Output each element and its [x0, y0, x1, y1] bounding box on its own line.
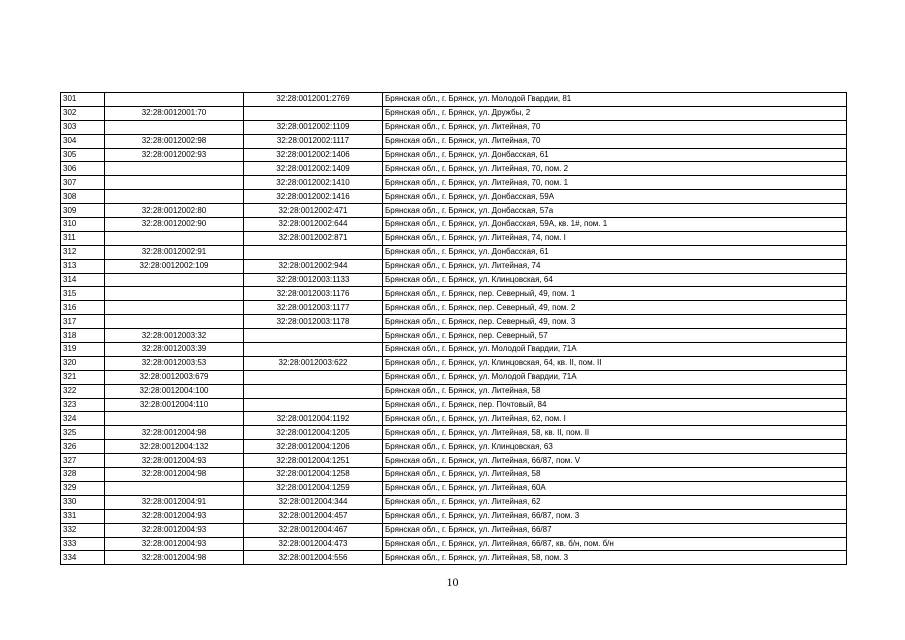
- address-cell: Брянская обл., г. Брянск, ул. Литейная, 60А: [383, 481, 847, 495]
- object-cadastral-number-cell: 32:28:0012003:1176: [244, 287, 383, 301]
- row-number-cell: 331: [61, 509, 105, 523]
- object-cadastral-number-cell: [244, 245, 383, 259]
- address-cell: Брянская обл., г. Брянск, ул. Литейная, 74: [383, 259, 847, 273]
- row-number-cell: 301: [61, 93, 105, 107]
- object-cadastral-number-cell: 32:28:0012003:622: [244, 356, 383, 370]
- object-cadastral-number-cell: 32:28:0012004:1259: [244, 481, 383, 495]
- address-cell: Брянская обл., г. Брянск, ул. Литейная, 58, кв. II, пом. II: [383, 426, 847, 440]
- object-cadastral-number-cell: 32:28:0012004:1206: [244, 440, 383, 454]
- land-cadastral-number-cell: [105, 162, 244, 176]
- table-row: [61, 481, 847, 495]
- table-row: [61, 523, 847, 537]
- address-cell: Брянская обл., г. Брянск, ул. Литейная, 62: [383, 495, 847, 509]
- land-cadastral-number-cell: 32:28:0012002:91: [105, 245, 244, 259]
- row-number-cell: 315: [61, 287, 105, 301]
- row-number-cell: 324: [61, 412, 105, 426]
- row-number-cell: 311: [61, 231, 105, 245]
- row-number-cell: 325: [61, 426, 105, 440]
- table-row: [61, 329, 847, 343]
- row-number-cell: 330: [61, 495, 105, 509]
- row-number-cell: 307: [61, 176, 105, 190]
- row-number-cell: 332: [61, 523, 105, 537]
- address-cell: Брянская обл., г. Брянск, ул. Литейная, 70: [383, 120, 847, 134]
- table-row: [61, 176, 847, 190]
- address-cell: Брянская обл., г. Брянск, ул. Молодой Гвардии, 71А: [383, 370, 847, 384]
- table-row: [61, 106, 847, 120]
- address-cell: Брянская обл., г. Брянск, ул. Донбасская, 59А: [383, 190, 847, 204]
- row-number-cell: 304: [61, 134, 105, 148]
- address-cell: Брянская обл., г. Брянск, ул. Литейная, 62, пом. I: [383, 412, 847, 426]
- address-cell: Брянская обл., г. Брянск, ул. Молодой Гвардии, 81: [383, 93, 847, 107]
- object-cadastral-number-cell: 32:28:0012002:944: [244, 259, 383, 273]
- land-cadastral-number-cell: 32:28:0012004:98: [105, 551, 244, 565]
- table-row: [61, 412, 847, 426]
- table-row: [61, 440, 847, 454]
- table-row: [61, 204, 847, 218]
- land-cadastral-number-cell: [105, 120, 244, 134]
- table-row: [61, 495, 847, 509]
- row-number-cell: 312: [61, 245, 105, 259]
- address-cell: Брянская обл., г. Брянск, ул. Клинцовская, 64: [383, 273, 847, 287]
- row-number-cell: 320: [61, 356, 105, 370]
- row-number-cell: 333: [61, 537, 105, 551]
- row-number-cell: 328: [61, 468, 105, 482]
- object-cadastral-number-cell: [244, 384, 383, 398]
- object-cadastral-number-cell: 32:28:0012002:1409: [244, 162, 383, 176]
- table-row: [61, 315, 847, 329]
- object-cadastral-number-cell: 32:28:0012003:1178: [244, 315, 383, 329]
- land-cadastral-number-cell: 32:28:0012004:93: [105, 454, 244, 468]
- land-cadastral-number-cell: 32:28:0012003:679: [105, 370, 244, 384]
- land-cadastral-number-cell: [105, 301, 244, 315]
- land-cadastral-number-cell: 32:28:0012004:110: [105, 398, 244, 412]
- land-cadastral-number-cell: [105, 287, 244, 301]
- land-cadastral-number-cell: 32:28:0012002:98: [105, 134, 244, 148]
- table-row: [61, 537, 847, 551]
- table-row: [61, 287, 847, 301]
- table-row: [61, 259, 847, 273]
- object-cadastral-number-cell: [244, 398, 383, 412]
- land-cadastral-number-cell: 32:28:0012003:53: [105, 356, 244, 370]
- object-cadastral-number-cell: 32:28:0012002:1109: [244, 120, 383, 134]
- row-number-cell: 316: [61, 301, 105, 315]
- land-cadastral-number-cell: [105, 176, 244, 190]
- address-cell: Брянская обл., г. Брянск, ул. Молодой Гвардии, 71А: [383, 343, 847, 357]
- address-cell: Брянская обл., г. Брянск, ул. Донбасская, 57а: [383, 204, 847, 218]
- table-row: [61, 551, 847, 565]
- row-number-cell: 334: [61, 551, 105, 565]
- object-cadastral-number-cell: 32:28:0012004:344: [244, 495, 383, 509]
- address-cell: Брянская обл., г. Брянск, ул. Литейная, 58, пом. 3: [383, 551, 847, 565]
- address-cell: Брянская обл., г. Брянск, пер. Северный, 49, пом. 1: [383, 287, 847, 301]
- row-number-cell: 310: [61, 218, 105, 232]
- row-number-cell: 308: [61, 190, 105, 204]
- object-cadastral-number-cell: 32:28:0012001:2769: [244, 93, 383, 107]
- land-cadastral-number-cell: 32:28:0012004:93: [105, 509, 244, 523]
- row-number-cell: 319: [61, 343, 105, 357]
- land-cadastral-number-cell: 32:28:0012002:109: [105, 259, 244, 273]
- address-cell: Брянская обл., г. Брянск, ул. Литейная, 74, пом. I: [383, 231, 847, 245]
- address-cell: Брянская обл., г. Брянск, ул. Литейная, 66/87, пом. 3: [383, 509, 847, 523]
- land-cadastral-number-cell: [105, 412, 244, 426]
- address-cell: Брянская обл., г. Брянск, ул. Клинцовская, 63: [383, 440, 847, 454]
- object-cadastral-number-cell: 32:28:0012004:1192: [244, 412, 383, 426]
- address-cell: Брянская обл., г. Брянск, ул. Донбасская, 59А, кв. 1#, пом. 1: [383, 218, 847, 232]
- object-cadastral-number-cell: 32:28:0012002:1410: [244, 176, 383, 190]
- land-cadastral-number-cell: [105, 315, 244, 329]
- object-cadastral-number-cell: [244, 106, 383, 120]
- address-cell: Брянская обл., г. Брянск, ул. Литейная, 70: [383, 134, 847, 148]
- table-row: [61, 245, 847, 259]
- row-number-cell: 323: [61, 398, 105, 412]
- land-cadastral-number-cell: 32:28:0012002:90: [105, 218, 244, 232]
- land-cadastral-number-cell: [105, 481, 244, 495]
- row-number-cell: 326: [61, 440, 105, 454]
- row-number-cell: 303: [61, 120, 105, 134]
- land-cadastral-number-cell: 32:28:0012003:32: [105, 329, 244, 343]
- object-cadastral-number-cell: 32:28:0012002:1416: [244, 190, 383, 204]
- land-cadastral-number-cell: 32:28:0012004:98: [105, 426, 244, 440]
- table-row: [61, 162, 847, 176]
- object-cadastral-number-cell: 32:28:0012002:871: [244, 231, 383, 245]
- object-cadastral-number-cell: 32:28:0012004:1205: [244, 426, 383, 440]
- object-cadastral-number-cell: [244, 329, 383, 343]
- object-cadastral-number-cell: 32:28:0012004:556: [244, 551, 383, 565]
- address-cell: Брянская обл., г. Брянск, пер. Северный, 57: [383, 329, 847, 343]
- table-row: [61, 356, 847, 370]
- address-cell: Брянская обл., г. Брянск, ул. Литейная, 66/87: [383, 523, 847, 537]
- table-row: [61, 343, 847, 357]
- land-cadastral-number-cell: 32:28:0012002:93: [105, 148, 244, 162]
- land-cadastral-number-cell: [105, 190, 244, 204]
- table-row: [61, 148, 847, 162]
- property-table: [60, 92, 847, 565]
- table-row: [61, 93, 847, 107]
- row-number-cell: 318: [61, 329, 105, 343]
- row-number-cell: 309: [61, 204, 105, 218]
- table-row: [61, 231, 847, 245]
- land-cadastral-number-cell: [105, 93, 244, 107]
- row-number-cell: 306: [61, 162, 105, 176]
- land-cadastral-number-cell: 32:28:0012004:93: [105, 537, 244, 551]
- row-number-cell: 322: [61, 384, 105, 398]
- table-row: [61, 454, 847, 468]
- address-cell: Брянская обл., г. Брянск, ул. Донбасская, 61: [383, 245, 847, 259]
- table-row: [61, 468, 847, 482]
- address-cell: Брянская обл., г. Брянск, ул. Донбасская, 61: [383, 148, 847, 162]
- row-number-cell: 302: [61, 106, 105, 120]
- address-cell: Брянская обл., г. Брянск, ул. Дружбы, 2: [383, 106, 847, 120]
- table-row: [61, 218, 847, 232]
- table-row: [61, 509, 847, 523]
- object-cadastral-number-cell: 32:28:0012004:467: [244, 523, 383, 537]
- table-row: [61, 120, 847, 134]
- object-cadastral-number-cell: 32:28:0012003:1177: [244, 301, 383, 315]
- object-cadastral-number-cell: 32:28:0012002:644: [244, 218, 383, 232]
- row-number-cell: 321: [61, 370, 105, 384]
- address-cell: Брянская обл., г. Брянск, ул. Литейная, 66/87, пом. V: [383, 454, 847, 468]
- table-row: [61, 190, 847, 204]
- object-cadastral-number-cell: 32:28:0012003:1133: [244, 273, 383, 287]
- address-cell: Брянская обл., г. Брянск, ул. Литейная, 66/87, кв. б/н, пом. б/н: [383, 537, 847, 551]
- address-cell: Брянская обл., г. Брянск, ул. Литейная, 70, пом. 1: [383, 176, 847, 190]
- table-row: [61, 426, 847, 440]
- land-cadastral-number-cell: 32:28:0012004:93: [105, 523, 244, 537]
- object-cadastral-number-cell: 32:28:0012002:471: [244, 204, 383, 218]
- table-row: [61, 398, 847, 412]
- table-body: [61, 93, 847, 565]
- land-cadastral-number-cell: 32:28:0012002:80: [105, 204, 244, 218]
- object-cadastral-number-cell: [244, 343, 383, 357]
- row-number-cell: 329: [61, 481, 105, 495]
- page-number: 10: [446, 575, 459, 589]
- land-cadastral-number-cell: 32:28:0012004:132: [105, 440, 244, 454]
- object-cadastral-number-cell: 32:28:0012004:1258: [244, 468, 383, 482]
- land-cadastral-number-cell: 32:28:0012001:70: [105, 106, 244, 120]
- row-number-cell: 313: [61, 259, 105, 273]
- object-cadastral-number-cell: 32:28:0012004:473: [244, 537, 383, 551]
- land-cadastral-number-cell: [105, 231, 244, 245]
- address-cell: Брянская обл., г. Брянск, ул. Литейная, 58: [383, 468, 847, 482]
- land-cadastral-number-cell: 32:28:0012004:98: [105, 468, 244, 482]
- address-cell: Брянская обл., г. Брянск, ул. Клинцовская, 64, кв. II, пом. II: [383, 356, 847, 370]
- land-cadastral-number-cell: 32:28:0012004:100: [105, 384, 244, 398]
- object-cadastral-number-cell: 32:28:0012002:1117: [244, 134, 383, 148]
- land-cadastral-number-cell: 32:28:0012004:91: [105, 495, 244, 509]
- land-cadastral-number-cell: [105, 273, 244, 287]
- row-number-cell: 317: [61, 315, 105, 329]
- table-row: [61, 384, 847, 398]
- object-cadastral-number-cell: [244, 370, 383, 384]
- table-row: [61, 301, 847, 315]
- address-cell: Брянская обл., г. Брянск, ул. Литейная, 58: [383, 384, 847, 398]
- row-number-cell: 327: [61, 454, 105, 468]
- object-cadastral-number-cell: 32:28:0012004:457: [244, 509, 383, 523]
- address-cell: Брянская обл., г. Брянск, пер. Северный, 49, пом. 2: [383, 301, 847, 315]
- table-row: [61, 134, 847, 148]
- address-cell: Брянская обл., г. Брянск, ул. Литейная, 70, пом. 2: [383, 162, 847, 176]
- address-cell: Брянская обл., г. Брянск, пер. Почтовый, 84: [383, 398, 847, 412]
- object-cadastral-number-cell: 32:28:0012004:1251: [244, 454, 383, 468]
- land-cadastral-number-cell: 32:28:0012003:39: [105, 343, 244, 357]
- object-cadastral-number-cell: 32:28:0012002:1406: [244, 148, 383, 162]
- address-cell: Брянская обл., г. Брянск, пер. Северный, 49, пом. 3: [383, 315, 847, 329]
- row-number-cell: 305: [61, 148, 105, 162]
- row-number-cell: 314: [61, 273, 105, 287]
- table-row: [61, 273, 847, 287]
- table-row: [61, 370, 847, 384]
